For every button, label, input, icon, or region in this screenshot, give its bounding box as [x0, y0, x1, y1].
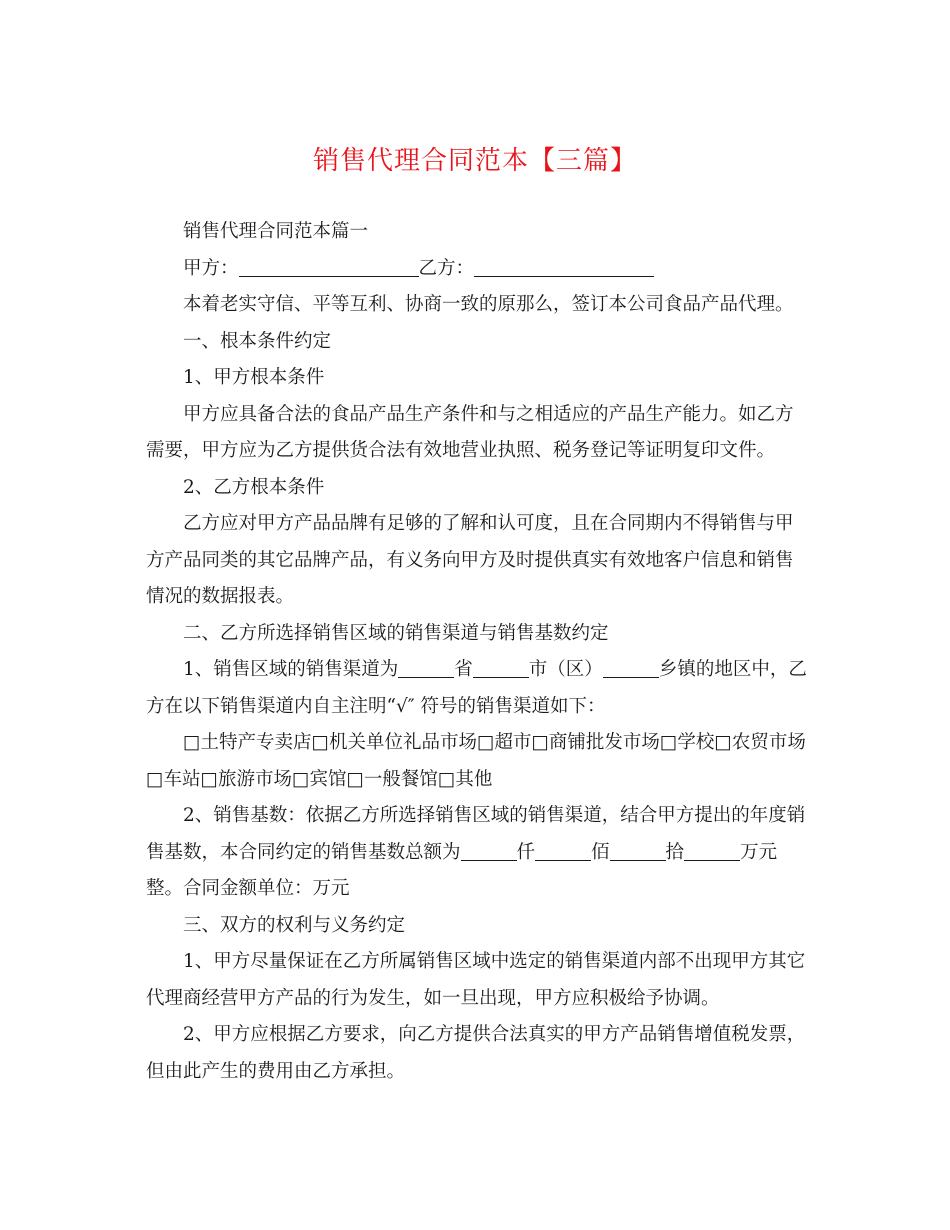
- province-blank: [398, 655, 454, 678]
- obligation-paragraph-1: 1、甲方尽量保证在乙方所属销售区域中选定的销售渠道内部不出现甲方其它代理商经营甲方产品的行为发生，如一旦出现，甲方应积极给予协调。: [146, 951, 806, 1009]
- sales-region-paragraph: [146, 652, 811, 725]
- section-heading-basic-conditions: 一、根本条件约定: [183, 330, 332, 352]
- city-blank: [473, 655, 529, 678]
- sales-base-text-c: 佰: [591, 841, 610, 863]
- sales-base-text-e: 万元整。合同金额单位：万元: [146, 841, 778, 899]
- subheading-party-b-conditions: 2、乙方根本条件: [183, 476, 325, 498]
- sales-region-text-d: 乡镇的地区中，乙方在以下销售渠道内自主注明“√″ 符号的销售渠道如下：: [146, 659, 807, 717]
- obligation-paragraph-2: 2、甲方应根据乙方要求，向乙方提供合法真实的甲方产品销售增值税发票，但由此产生的费用由乙方承担。: [146, 1024, 806, 1082]
- township-blank: [603, 655, 659, 678]
- thousands-blank: [461, 838, 517, 861]
- preamble-paragraph: 本着老实守信、平等互利、协商一致的原那么，签订本公司食品产品代理。: [183, 294, 794, 315]
- units-blank: [684, 838, 740, 861]
- sales-channel-options: □土特产专卖店□机关单位礼品市场□超市□商铺批发市场□学校□农贸市场□车站□旅游市场□宾馆□一般餐馆□其他: [146, 732, 806, 790]
- document-title: 销售代理合同范本【三篇】: [312, 146, 637, 176]
- tens-blank: [610, 838, 666, 861]
- sales-base-paragraph: [146, 798, 811, 908]
- party-b-label: 乙方：: [418, 257, 475, 279]
- sales-region-text-a: 1、销售区域的销售渠道为: [183, 659, 399, 680]
- section-heading-part-one: 销售代理合同范本篇一: [183, 221, 369, 242]
- sales-base-text-a: 2、销售基数：依据乙方所选择销售区域的销售渠道，结合甲方提出的年度销售基数，本合同约定的销售基数总额为: [146, 805, 806, 863]
- sales-base-text-d: 拾: [665, 841, 685, 863]
- section-heading-sales-channels: 二、乙方所选择销售区域的销售渠道与销售基数约定: [183, 622, 609, 644]
- party-a-label: 甲方：: [183, 257, 239, 279]
- parties-line: [146, 251, 811, 288]
- party-b-conditions-paragraph: 乙方应对甲方产品品牌有足够的了解和认可度，且在合同期内不得销售与甲方产品同类的其它品牌产品，有义务向甲方及时提供真实有效地客户信息和销售情况的数据报表。: [146, 513, 794, 607]
- sales-base-text-b: 仟: [516, 841, 536, 863]
- hundreds-blank: [535, 838, 591, 861]
- subheading-party-a-conditions: 1、甲方根本条件: [183, 367, 325, 388]
- section-heading-rights-obligations: 三、双方的权利与义务约定: [183, 914, 406, 936]
- party-b-blank: [474, 254, 654, 277]
- party-a-blank: [239, 254, 419, 277]
- party-a-conditions-paragraph: 甲方应具备合法的食品产品生产条件和与之相适应的产品生产能力。如乙方需要，甲方应为乙方提供货合法有效地营业执照、税务登记等证明复印文件。: [146, 403, 794, 461]
- sales-region-text-c: 市（区）: [528, 659, 603, 680]
- document-body: [146, 214, 811, 1090]
- sales-region-text-b: 省: [454, 659, 473, 680]
